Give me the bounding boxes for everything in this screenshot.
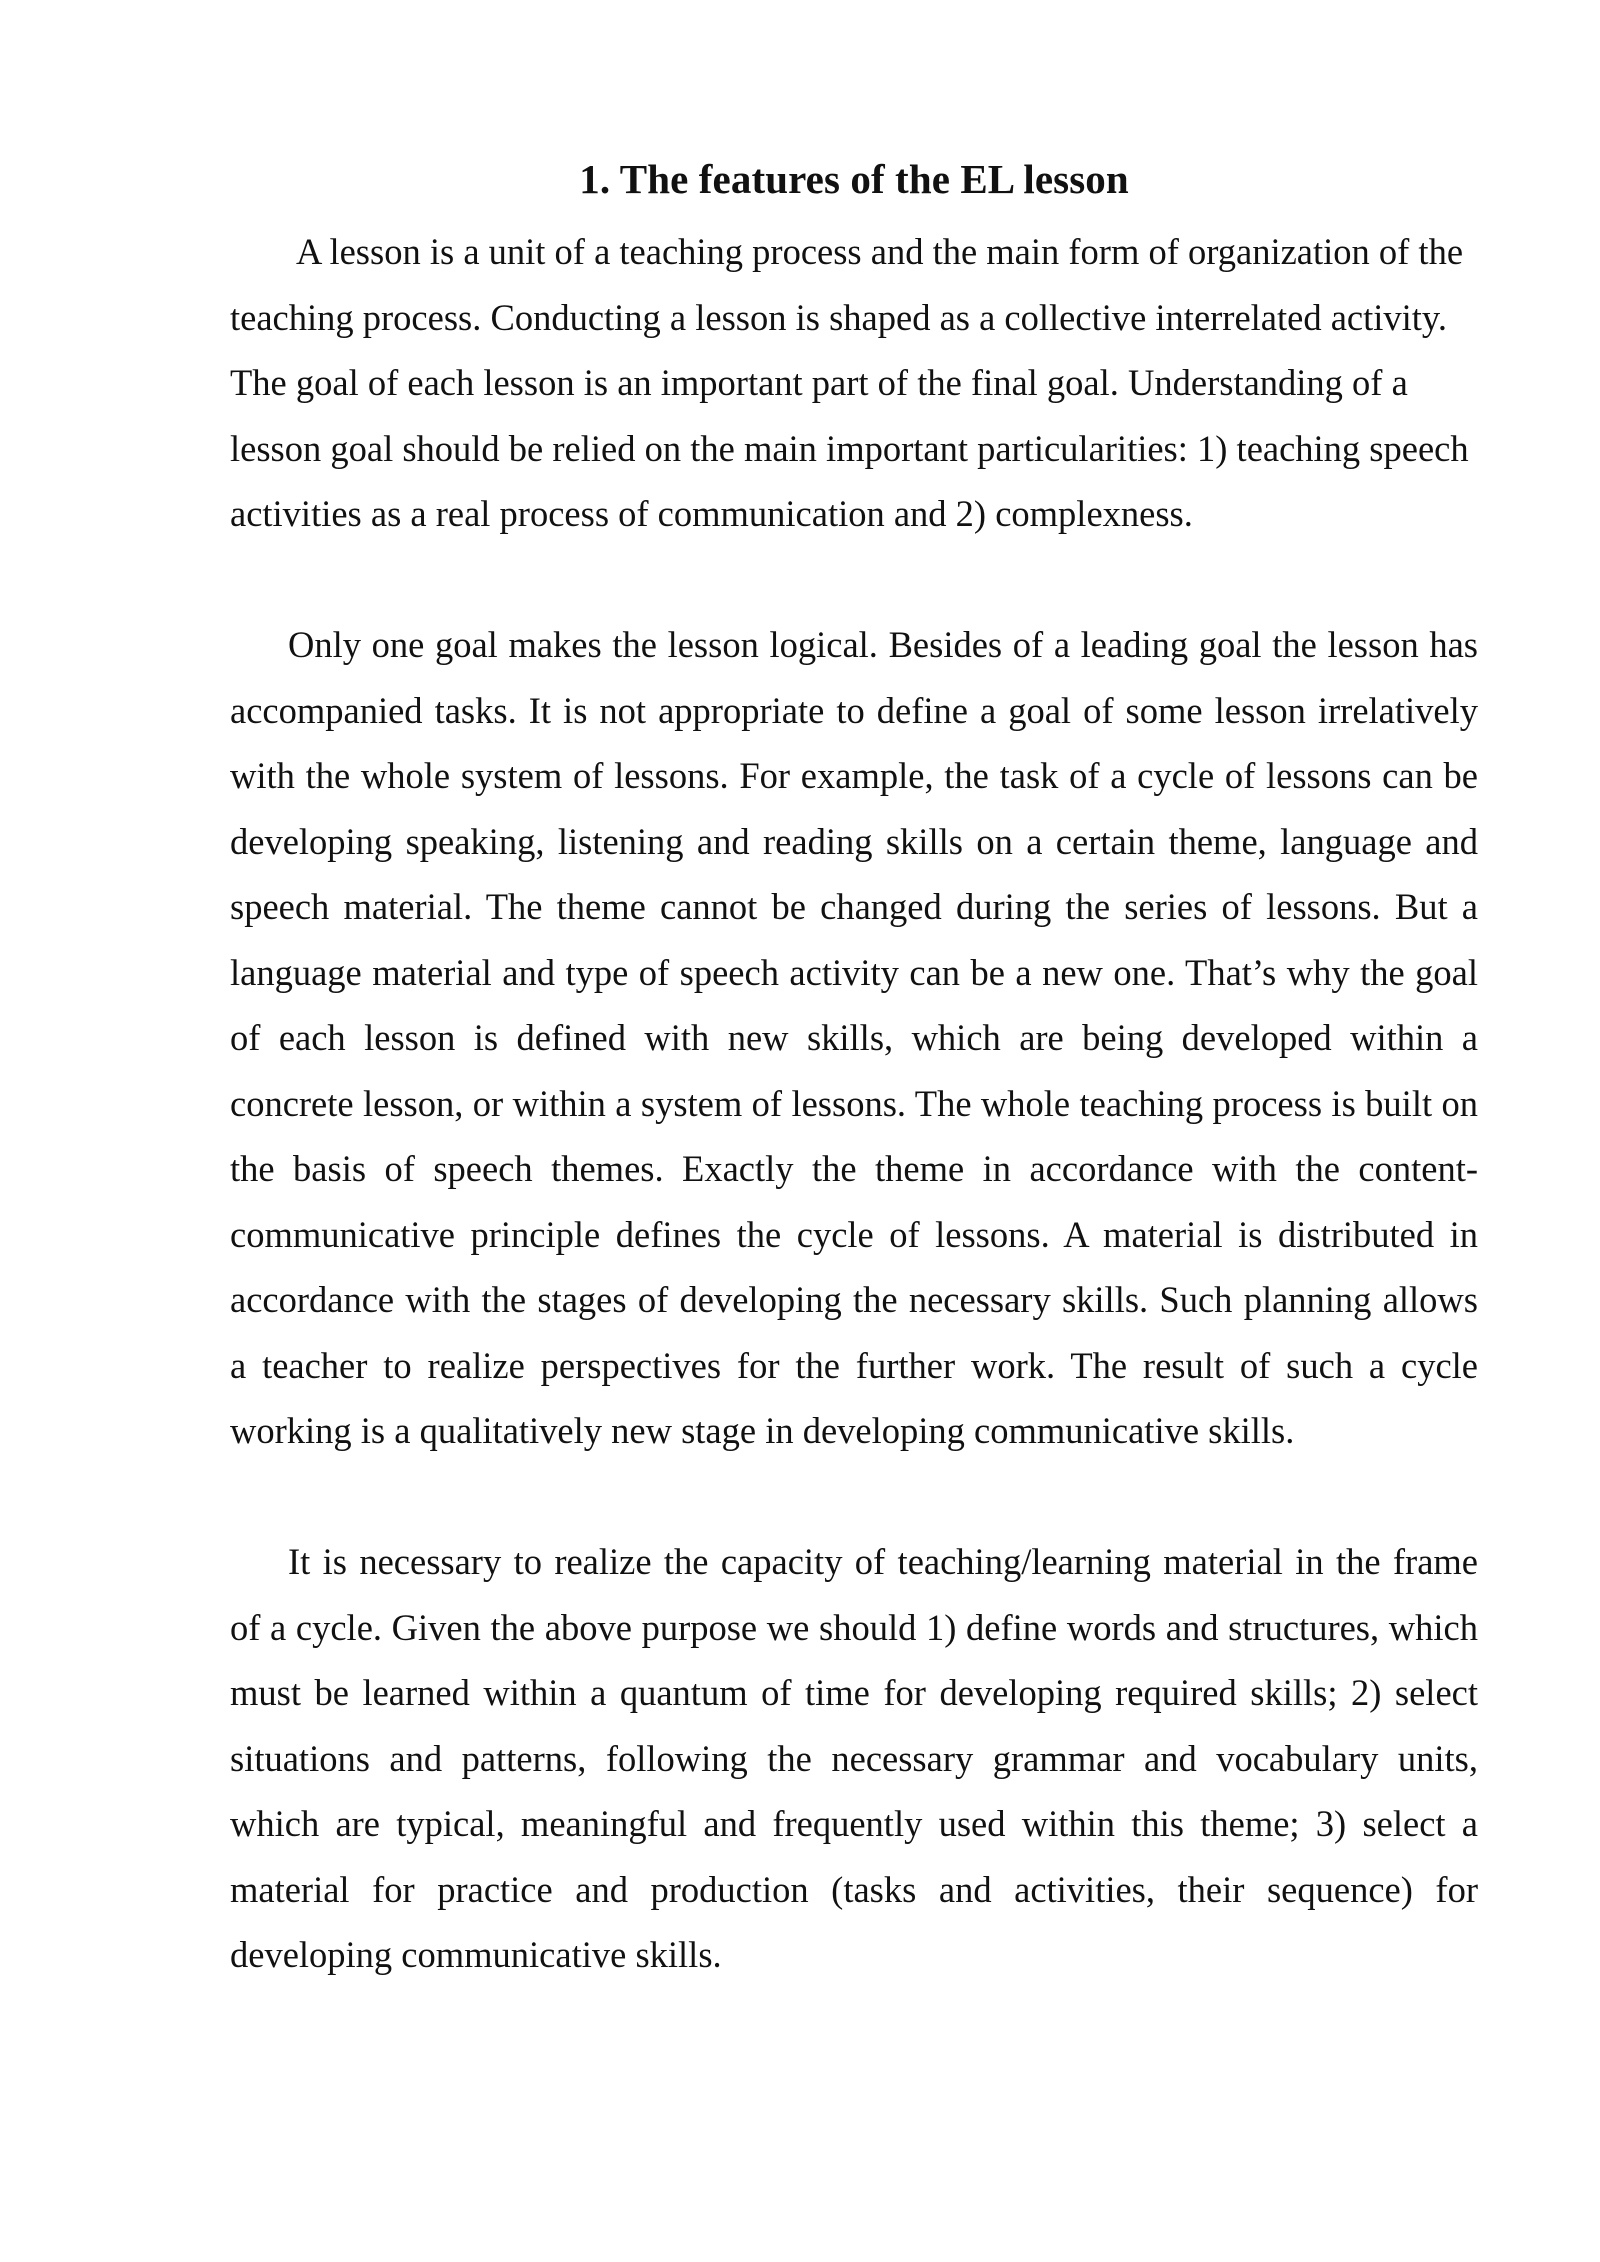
section-title: 1. The features of the EL lesson (579, 156, 1129, 202)
paragraph-material-capacity: It is necessary to realize the capacity of teaching/learning material in the frame of a cycle. Given the above purpose we should 1) define words and structures, which must be learned within a quantum of time for developing required skills; 2) select situations and patterns, following the necessary grammar and vocabulary units, which are typical, meaningful and frequently used within this theme; 3) select a material for practice and production (tasks and activities, their sequence) for developing communicative skills. (230, 1541, 1478, 1975)
paragraph-lesson-definition: A lesson is a unit of a teaching process and the main form of organization of the teaching process. Conducting a lesson is shaped as a collective interrelated activity. The goal of each lesson is an important part of the final goal. Understanding of a lesson goal should be relied on the main important particularities: 1) teaching speech activities as a real process of communication and 2) complexness. (230, 231, 1469, 534)
paragraph-lesson-goal: Only one goal makes the lesson logical. Besides of a leading goal the lesson has accompanied tasks. It is not appropriate to define a goal of some lesson irrelatively with the whole system of lessons. For example, the task of a cycle of lessons can be developing speaking, listening and reading skills on a certain theme, language and speech material. The theme cannot be changed during the series of lessons. But a language material and type of speech activity can be a new one. That’s why the goal of each lesson is defined with new skills, which are being developed within a concrete lesson, or within a system of lessons. The whole teaching process is built on the basis of speech themes. Exactly the theme in accordance with the content-communicative principle defines the cycle of lessons. A material is distributed in accordance with the stages of developing the necessary skills. Such planning allows a teacher to realize perspectives for the further work. The result of such a cycle working is a qualitatively new stage in developing communicative skills. (230, 624, 1478, 1451)
